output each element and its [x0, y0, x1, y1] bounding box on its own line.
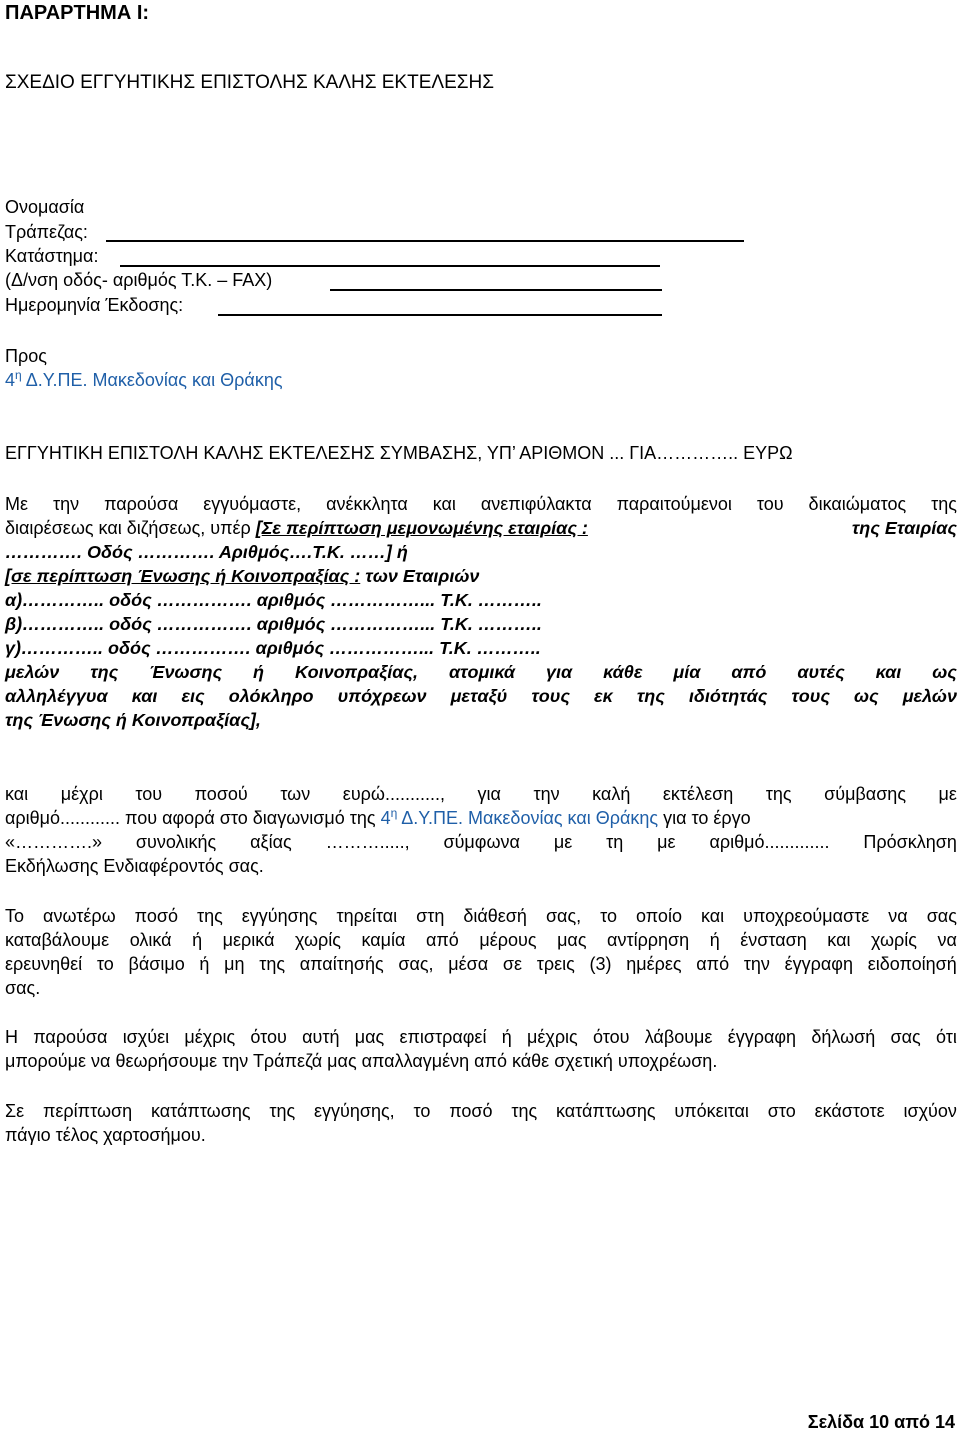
word: τρεις [536, 954, 575, 974]
word: ότου [592, 1027, 630, 1047]
word: της [511, 1101, 538, 1121]
word: και [131, 686, 158, 706]
recipient-org: Δ.Υ.ΠΕ. Μακεδονίας και Θράκης [21, 370, 283, 390]
word: ανωτέρω [43, 906, 116, 926]
company-address-line: …………. Οδός …………. Αριθμός….Τ.Κ. ……] ή [5, 542, 408, 562]
word: ανέκκλητα [326, 494, 408, 514]
member-line-a: α)………….. οδός ……………. αριθμός ……………... Τ.Κ. ……….. [5, 590, 542, 610]
member-line-c: γ)………….. οδός ……………. αριθμός ……………... Τ.Κ. ……….. [5, 638, 541, 658]
word: αυτές [797, 662, 845, 682]
word: παρούσα [104, 494, 179, 514]
word: της [636, 686, 665, 706]
word: της [90, 662, 119, 682]
word: ισχύει [122, 1027, 170, 1047]
amount-line-4: Εκδήλωσης Ενδιαφέροντός σας. [5, 856, 264, 876]
word: ή [501, 1027, 512, 1047]
word: Η [5, 1027, 18, 1047]
branch-blank-line [120, 265, 660, 267]
letter-title: ΕΓΓΥΗΤΙΚΗ ΕΠΙΣΤΟΛΗ ΚΑΛΗΣ ΕΚΤΕΛΕΣΗΣ ΣΥΜΒΑΣΗΣ, ΥΠ’ ΑΡΙΘΜΟΝ ... ΓΙΑ………….. ΕΥΡΩ [5, 443, 793, 463]
word: Κοινοπραξίας, [294, 662, 419, 682]
word: οποίο [636, 906, 682, 926]
amount-authority-superscript: η [390, 806, 398, 820]
members-liability-line-3: της Ένωσης ή Κοινοπραξίας], [5, 710, 261, 730]
word: των [280, 784, 311, 804]
word: χωρίς [295, 930, 341, 950]
word: την [533, 784, 560, 804]
word: επιστραφεί [399, 1027, 487, 1047]
word: αλληλέγγυα [5, 686, 108, 706]
word: υπόκειται [674, 1101, 749, 1121]
word: περίπτωση [42, 1101, 133, 1121]
amount-authority-number: 4 [380, 808, 391, 828]
document-title: ΣΧΕΔΙΟ ΕΓΓΥΗΤΙΚΗΣ ΕΠΙΣΤΟΛΗΣ ΚΑΛΗΣ ΕΚΤΕΛΕΣΗΣ [5, 72, 494, 93]
word: της [196, 906, 223, 926]
joint-venture-companies-label: των Εταιριών [360, 566, 480, 586]
word: αριθμό............. [709, 832, 830, 852]
word: ή [192, 930, 203, 950]
amount-paragraph [5, 782, 957, 878]
single-company-case-label: Σε περίπτωση μεμονωμένης εταιρίας : [261, 518, 588, 538]
word: σας, [545, 906, 582, 926]
word: ………....., [325, 832, 410, 852]
address-label: (Δ/νση οδός- αριθμός Τ.Κ. – FAX) [5, 270, 273, 290]
joint-venture-line [5, 564, 957, 588]
word: για [545, 662, 573, 682]
word: της [259, 954, 286, 974]
word: ποσού [194, 784, 248, 804]
payment-line-4: σας. [5, 978, 41, 998]
word: ανεπιφύλακτα [480, 494, 592, 514]
word: δικαιώματος [808, 494, 907, 514]
word: (3) [589, 954, 612, 974]
stamp-duty-line-1 [5, 1099, 957, 1123]
word: ολικά [129, 930, 172, 950]
single-company-open-bracket: [ [255, 518, 262, 538]
joint-venture-case-label: [σε περίπτωση Ένωσης ή Κοινοπραξίας : [5, 566, 361, 586]
word: και [827, 930, 851, 950]
word: υπόχρεων [337, 686, 427, 706]
payment-line-1 [5, 904, 957, 928]
word: μη [224, 954, 245, 974]
word: μέχρις [184, 1027, 236, 1047]
word: ολόκληρο [228, 686, 314, 706]
word: συνολικής [135, 832, 217, 852]
word: κατάπτωσης [555, 1101, 656, 1121]
word: και [432, 494, 456, 514]
word: μία [673, 662, 701, 682]
word: καμία [361, 930, 406, 950]
annex-heading: ΠΑΡΑΡΤΗΜΑ Ι: [5, 2, 150, 24]
word: τηρείται [336, 906, 398, 926]
word: απαίτησής [299, 954, 384, 974]
word: σύμφωνα [443, 832, 520, 852]
address-blank-line [330, 289, 662, 291]
word: εγγύησης, [313, 1101, 395, 1121]
word: καταβάλουμε [5, 930, 110, 950]
word: από [425, 930, 459, 950]
word: αξίας [250, 832, 292, 852]
word: από [696, 954, 730, 974]
word: σε [502, 954, 523, 974]
word: εκάστοτε [814, 1101, 885, 1121]
word: το [96, 954, 114, 974]
word: κατάπτωσης [150, 1101, 251, 1121]
word: Πρόσκληση [863, 832, 957, 852]
word: μέσα [448, 954, 489, 974]
word: έγγραφη [784, 954, 853, 974]
word: εκ [594, 686, 613, 706]
guarantee-paragraph [5, 492, 957, 732]
word: Ένωσης [149, 662, 223, 682]
company-label: της Εταιρίας [846, 518, 957, 538]
word: να [888, 906, 908, 926]
word: του [135, 784, 163, 804]
amount-authority-org: Δ.Υ.ΠΕ. Μακεδονίας και Θράκης [397, 808, 659, 828]
word: παρούσα [33, 1027, 108, 1047]
member-line-b: β)………….. οδός ……………. αριθμός ……………... Τ.Κ. ……….. [5, 614, 542, 634]
recipient-label: Προς [5, 346, 47, 366]
validity-line-1 [5, 1025, 957, 1049]
word: μας [557, 930, 587, 950]
word: ημέρες [626, 954, 682, 974]
word: χωρίς [871, 930, 917, 950]
amount-line-2-prefix: αριθμό............ που αφορά στο διαγωνισμό της [5, 808, 381, 828]
amount-authority [381, 808, 659, 828]
word: ποσό [449, 1101, 493, 1121]
amount-line-2 [5, 806, 957, 830]
word: ερευνηθεί [5, 954, 83, 974]
stamp-duty-paragraph [5, 1099, 957, 1147]
stamp-duty-line-2: πάγιο τέλος χαρτοσήμου. [5, 1125, 206, 1145]
word: ποσό [134, 906, 178, 926]
branch-label: Κατάστημα: [5, 246, 99, 266]
word: εγγύησης [241, 906, 318, 926]
amount-line-3 [5, 830, 957, 854]
word: μερικά [222, 930, 275, 950]
word: εις [181, 686, 205, 706]
guarantee-line-1 [5, 492, 957, 516]
word: ή [253, 662, 264, 682]
word: με [657, 832, 676, 852]
word: το [600, 906, 618, 926]
word: δήλωσή [811, 1027, 876, 1047]
word: αυτή [302, 1027, 340, 1047]
word: ως [932, 662, 957, 682]
word: λάβουμε [644, 1027, 713, 1047]
word: κάθε [603, 662, 643, 682]
word: να [937, 930, 957, 950]
word: εγγυόμαστε, [203, 494, 302, 514]
word: Με [5, 494, 29, 514]
word: στη [416, 906, 445, 926]
word: με [553, 832, 573, 852]
members-liability-line-1 [5, 660, 957, 684]
word: υποχρεούμαστε [743, 906, 870, 926]
payment-line-3 [5, 952, 957, 976]
word: «………….» [5, 832, 103, 852]
payment-paragraph [5, 904, 957, 1000]
word: και [5, 784, 29, 804]
word: ατομικά [448, 662, 516, 682]
word: τους [531, 686, 570, 706]
word: από [731, 662, 767, 682]
word: καλή [592, 784, 631, 804]
word: του [756, 494, 784, 514]
word: σας [890, 1027, 921, 1047]
word: σας [926, 906, 957, 926]
amount-line-1 [5, 782, 957, 806]
word: μας [354, 1027, 385, 1047]
word: σας, [398, 954, 434, 974]
word: έγγραφη [727, 1027, 797, 1047]
recipient-superscript: η [15, 368, 22, 382]
amount-line-2-tail: για το έργο [658, 808, 751, 828]
bank-name-blank-line [106, 240, 744, 242]
issue-date-blank-line [218, 314, 662, 316]
bank-name-label: Ονομασία [5, 197, 85, 217]
word: για [477, 784, 501, 804]
word: τους [791, 686, 830, 706]
word: μελών [5, 662, 60, 682]
word: διάθεσή [463, 906, 527, 926]
validity-line-2: μπορούμε να θεωρήσουμε την Τράπεζά μας απαλλαγμένη από κάθε σχετική υποχρέωση. [5, 1051, 718, 1071]
word: μέχρι [60, 784, 103, 804]
guarantee-line-2 [5, 516, 957, 540]
word: βάσιμο [128, 954, 185, 974]
word: ως [854, 686, 879, 706]
word: εκτέλεση [662, 784, 734, 804]
word: στο [767, 1101, 796, 1121]
recipient-authority [5, 370, 283, 391]
word: ισχύον [903, 1101, 957, 1121]
word: ιδιότητάς [688, 686, 768, 706]
word: ή [709, 930, 720, 950]
word: και [875, 662, 902, 682]
word: παραιτούμενοι [616, 494, 732, 514]
payment-line-2 [5, 928, 957, 952]
word: της [765, 784, 792, 804]
word: της [931, 494, 957, 514]
word: ότου [250, 1027, 287, 1047]
issue-date-label: Ημερομηνία Έκδοσης: [5, 295, 184, 315]
word: ένσταση [740, 930, 807, 950]
guarantee-line-2-prefix: διαιρέσεως και διζήσεως, υπέρ [5, 518, 256, 538]
word: ή [199, 954, 210, 974]
word: Το [5, 906, 25, 926]
page-number: Σελίδα 10 από 14 [807, 1412, 955, 1432]
word: σύμβασης [824, 784, 906, 804]
word: μέρους [479, 930, 537, 950]
word: με [938, 784, 957, 804]
word: τη [606, 832, 624, 852]
word: ειδοποίησή [867, 954, 957, 974]
word: μεταξύ [450, 686, 508, 706]
word: την [743, 954, 770, 974]
recipient-number: 4 [5, 370, 16, 390]
word: την [52, 494, 80, 514]
word: το [413, 1101, 431, 1121]
word: αντίρρηση [607, 930, 690, 950]
bank-label: Τράπεζας: [5, 222, 88, 242]
word: της [269, 1101, 296, 1121]
word: ευρώ..........., [342, 784, 445, 804]
word: μελών [902, 686, 957, 706]
word: ότι [935, 1027, 957, 1047]
word: Σε [5, 1101, 25, 1121]
word: μέχρις [526, 1027, 578, 1047]
validity-paragraph [5, 1025, 957, 1073]
members-liability-line-2 [5, 684, 957, 708]
word: και [700, 906, 725, 926]
